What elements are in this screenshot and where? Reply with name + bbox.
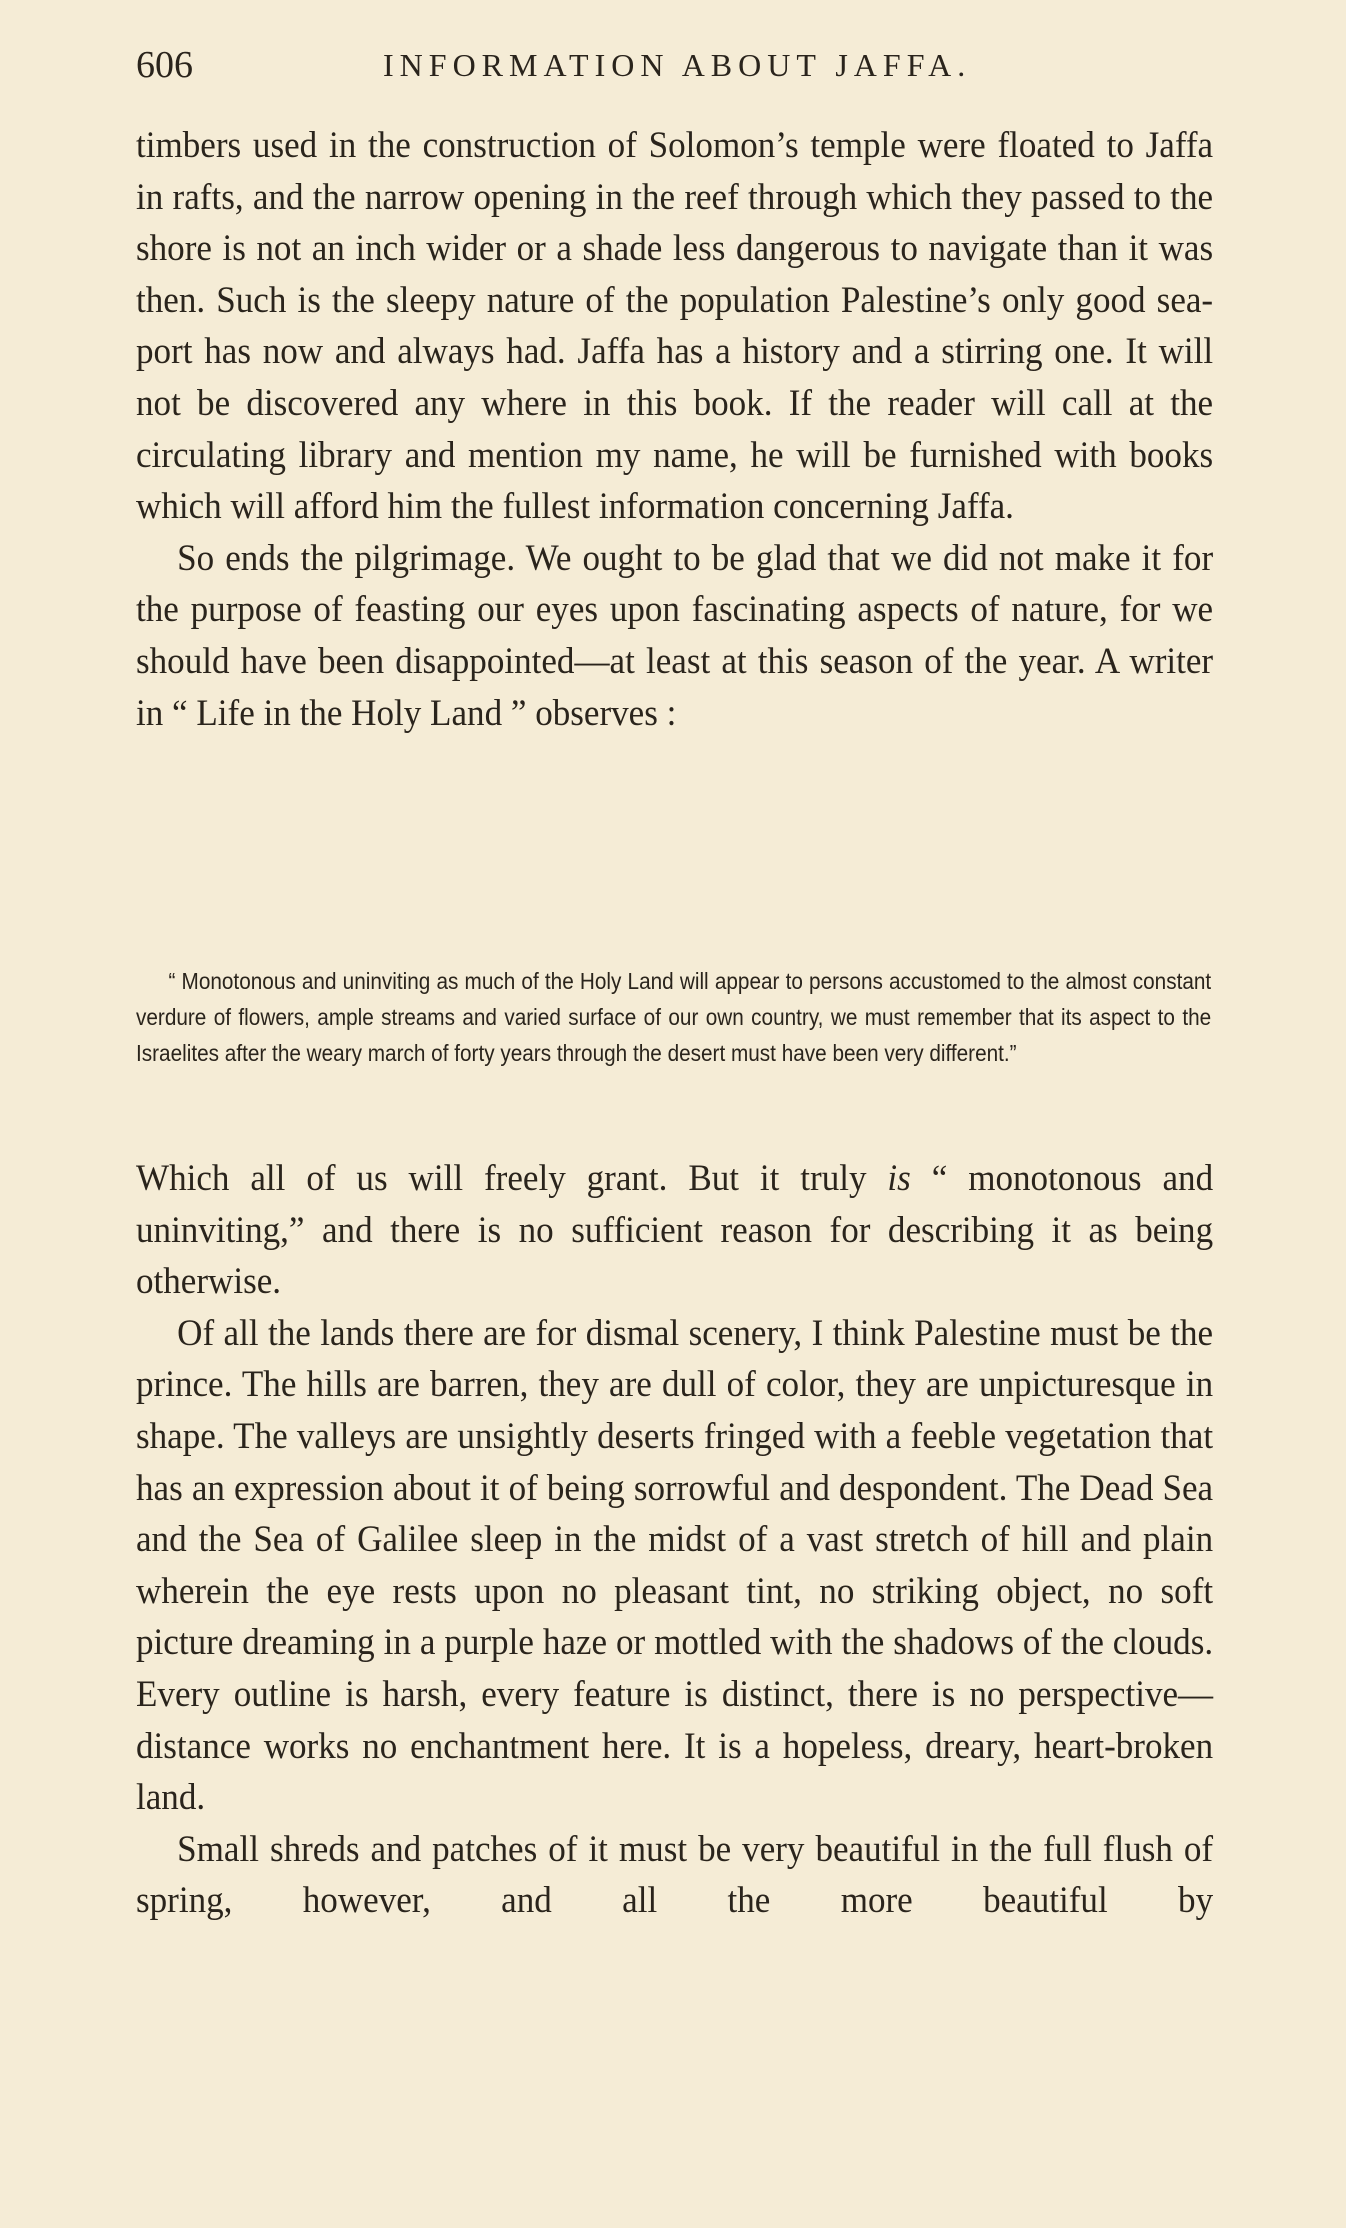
page-header	[136, 40, 1211, 90]
paragraph-shreds-and-patches: Small shreds and patches of it must be very beautiful in the full flush of spring, however, and all the more beautiful by	[136, 1828, 1214, 1922]
paragraph-freely-grant	[136, 1153, 1213, 1308]
paragraph-dismal-scenery: Of all the lands there are for dismal scenery, I think Palestine must be the prince. The hills are barren, they are dull of color, they are unpicturesque in shape. The valleys are unsightly deserts fringed with a feeble vegetation that has an expression about it of being sorrowful and despondent. The Dead Sea and the Sea of Galilee sleep in the midst of a vast stretch of hill and plain wherein the eye rests upon no pleasant tint, no striking object, no soft picture dreaming in a purple haze or mottled with the shadows of the clouds. Every outline is harsh, every feature is distinct, there is no perspective—distance works no enchantment here. It is a hopeless, dreary, heart-broken land.	[136, 1312, 1214, 1819]
paragraph-pilgrimage-ends: So ends the pilgrimage. We ought to be glad that we did not make it for the purpose of feasting our eyes upon fascinating aspects of nature, for we should have been disappointed—at least at this season of the year. A writer in “ Life in the Holy Land ” observes :	[136, 537, 1214, 734]
running-head: INFORMATION ABOUT JAFFA.	[383, 47, 972, 83]
body-text-bottom	[136, 1153, 1213, 1927]
paragraph-jaffa-history: timbers used in the construction of Solomon’s temple were floated to Jaffa in rafts, and the narrow opening in the reef through which they passed to the shore is not an inch wider or a shade less dangerous to navigate than it was then. Such is the sleepy nature of the population Palestine’s only good sea-port has now and always had. Jaffa has a history and a stirring one. It will not be discovered any where in this book. If the reader will call at the circulating library and mention my name, he will be furnished with books which will afford him the fullest information concerning Jaffa.	[136, 125, 1214, 528]
grant-text-after: “ monotonous and uninviting,” and there is no sufficient reason for describing it as being otherwise.	[136, 1158, 1214, 1303]
grant-emphasis: is	[887, 1158, 911, 1199]
block-quotation: “ Monotonous and uninviting as much of the Holy Land will appear to persons accustomed to the almost constant verdure of flowers, ample streams and varied surface of our own country, we must remember that its aspect to the Israelites after the weary march of forty years through the desert must have been very different.”	[136, 968, 1212, 1066]
body-text-top	[136, 120, 1213, 739]
grant-text-before: Which all of us will freely grant. But it truly	[136, 1158, 888, 1199]
page-number: 606	[136, 44, 193, 86]
